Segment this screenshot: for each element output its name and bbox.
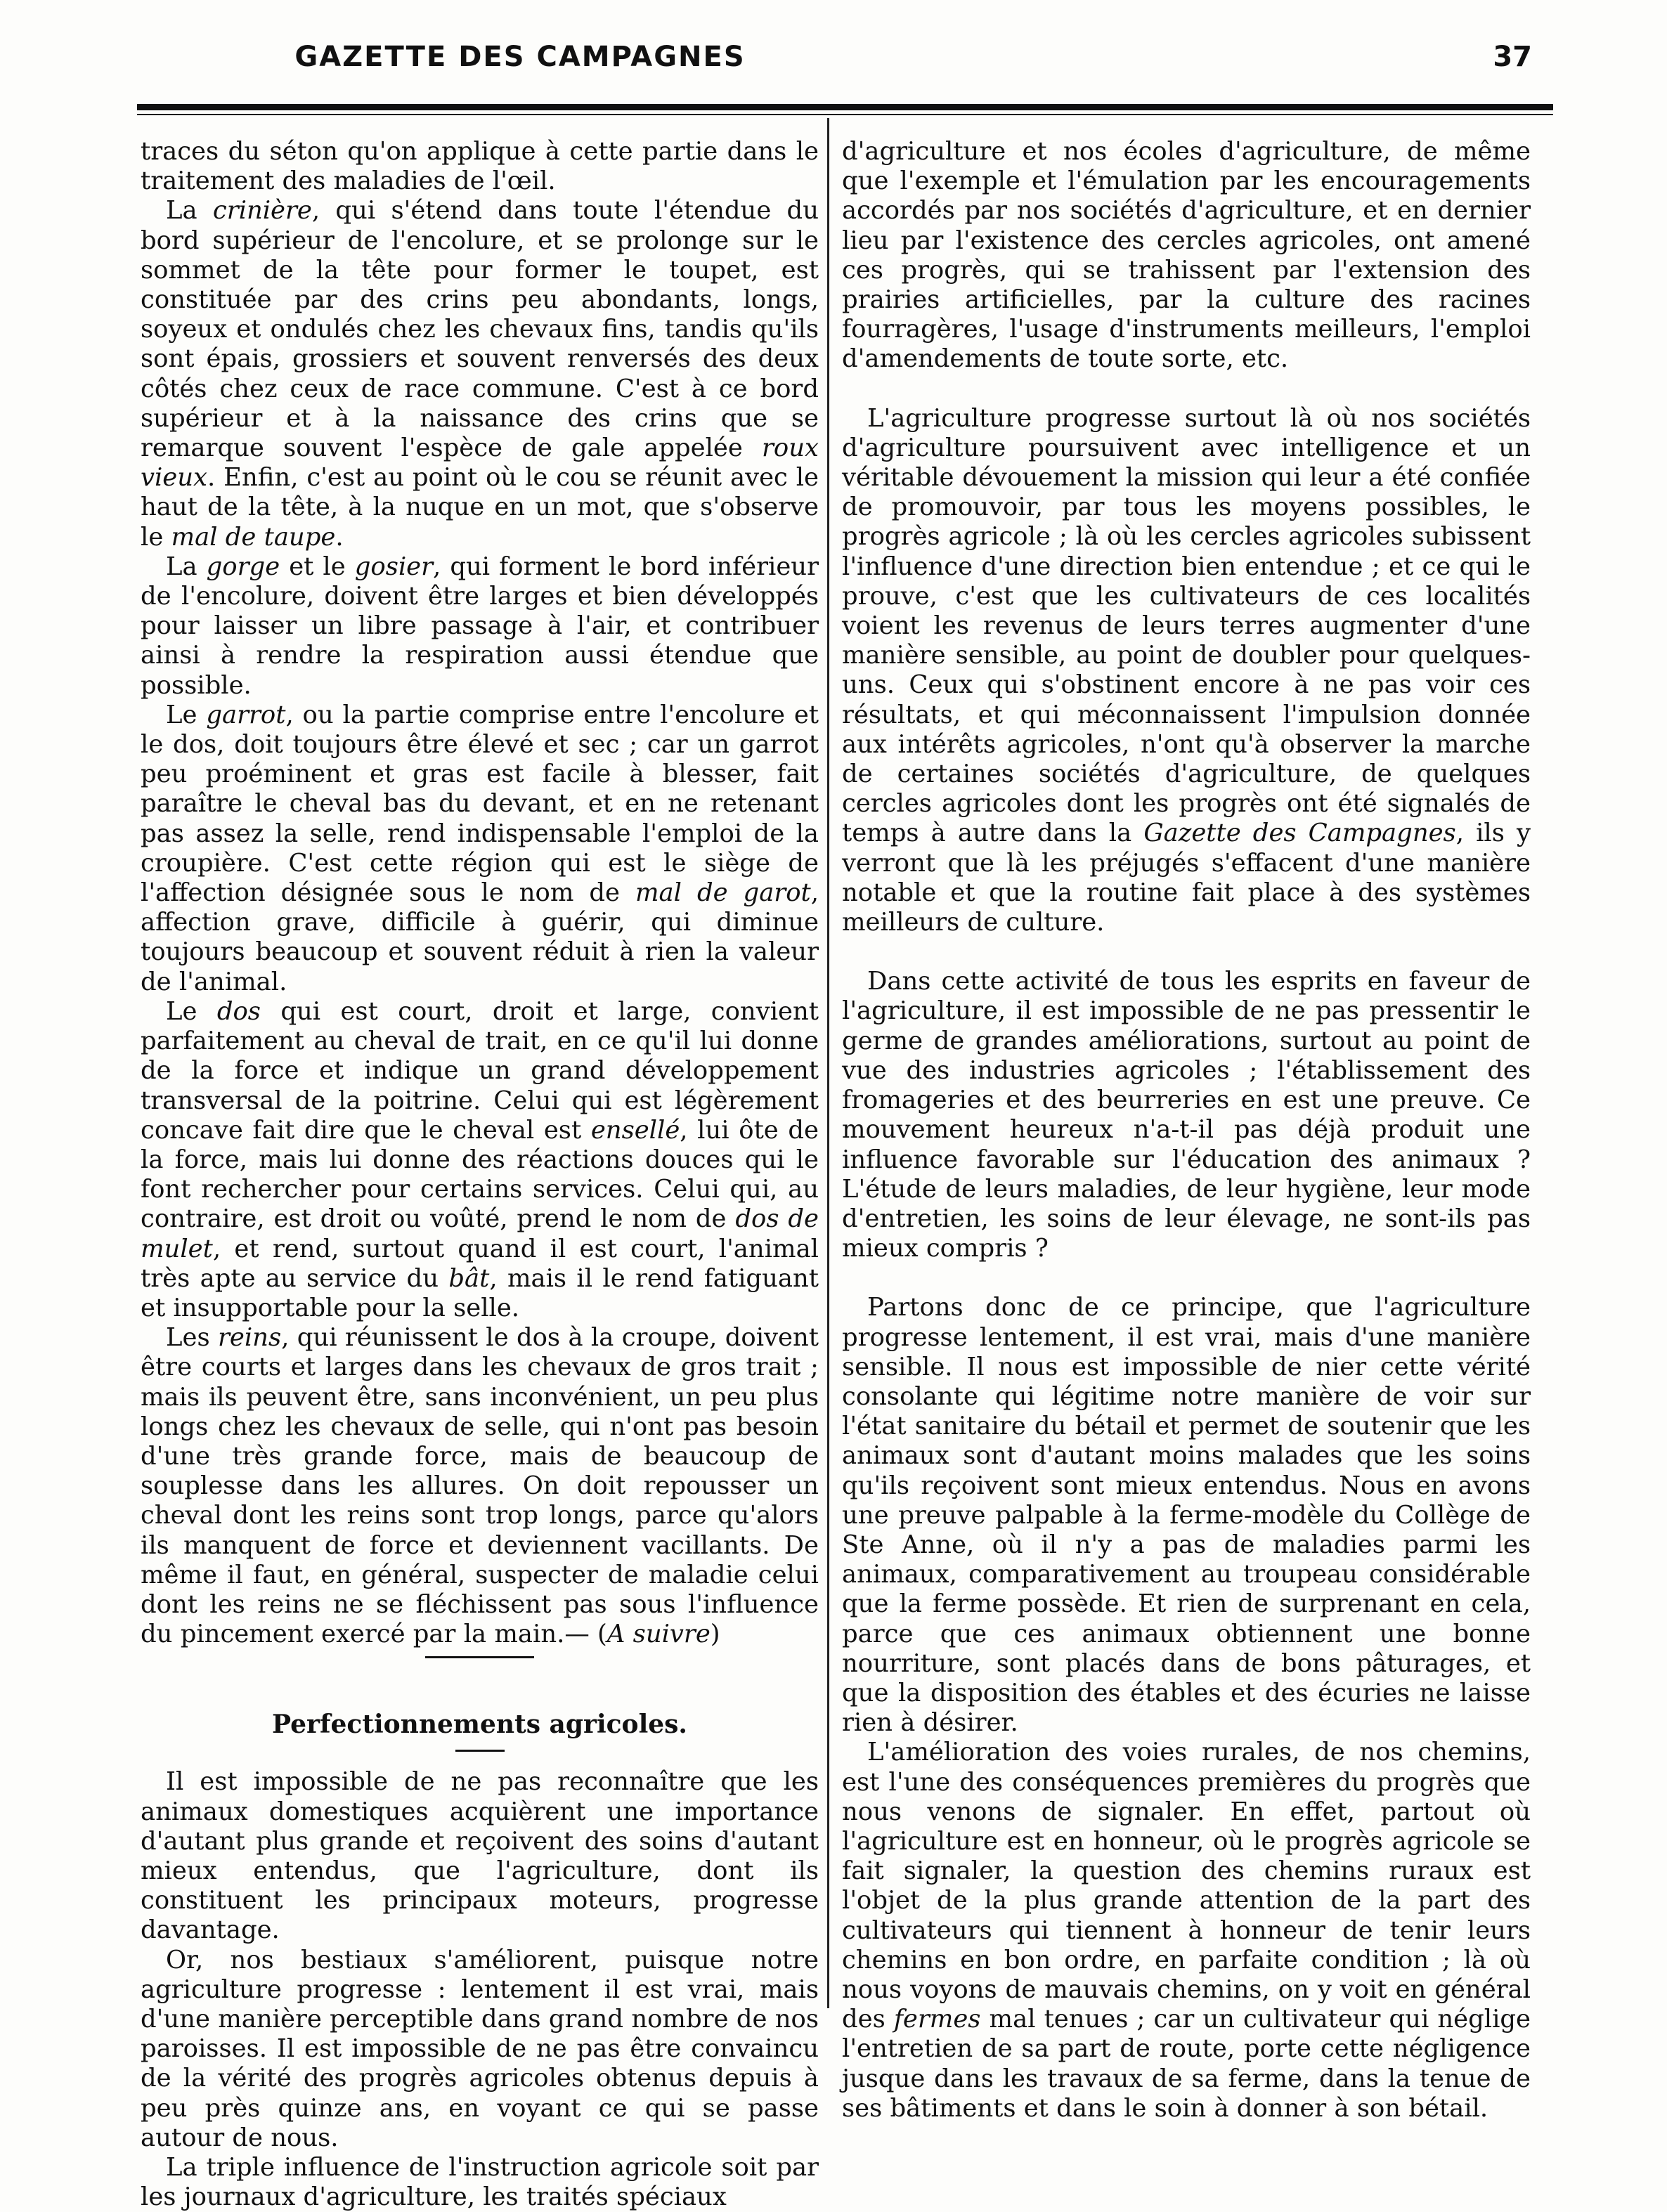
newspaper-title: GAZETTE DES CAMPAGNES	[294, 41, 746, 73]
header-rule-thin	[137, 114, 1553, 115]
paragraph-criniere: La crinière, qui s'étend dans toute l'étendue du bord supérieur de l'encolure, et se prolonge sur le sommet de la tête pour former le toupet, est constituée par des crins peu abondants, longs, soyeux et ondulés chez les chevaux fins, tandis qu'ils sont épais, grossiers et souvent renversés des deux côtés chez ceux de race commune. C'est à ce bord supérieur et à la naissance des crins que se remarque souvent l'espèce de gale appelée roux vieux. Enfin, c'est au point où le cou se réunit avec le haut de la tête, à la nuque en un mot, que s'observe le mal de taupe.	[141, 196, 819, 552]
column-divider	[827, 118, 829, 2008]
section-paragraph: Or, nos bestiaux s'améliorent, puisque notre agriculture progresse : lentement il est vrai, mais d'une manière perceptible dans grand nombre de nos paroisses. Il est impossible de ne pas être convaincu de la vérité des progrès agricoles obtenus depuis à peu près quinze ans, en voyant ce qui se passe autour de nous.	[141, 1945, 819, 2152]
paragraph-progress: L'agriculture progresse surtout là où nos sociétés d'agriculture poursuivent avec intelligence et un véritable dévouement la mission qui leur a été confiée de promouvoir, par tous les moyens possibles, le progrès agricole ; là où les cercles agricoles subissent l'influence d'une direction bien entendue ; et ce qui le prouve, c'est que les cultivateurs de ces localités voient les revenus de leurs terres augmenter d'une manière sensible, au point de doubler pour quelques-uns. Ceux qui s'obstinent encore à ne pas voir ces résultats, et qui méconnaissent l'impulsion donnée aux intérêts agricoles, n'ont qu'à observer la marche de certaines sociétés d'agriculture, de quelques cercles agricoles dont les progrès ont été signalés de temps à autre dans la Gazette des Campagnes, ils y verront que là les préjugés s'effacent d'une manière notable et que la routine fait place à des systèmes meilleurs de culture.	[842, 403, 1531, 937]
left-column	[141, 137, 819, 2212]
page-number: 37	[1493, 41, 1532, 73]
section-title-rule	[455, 1750, 505, 1752]
paragraph-dos: Le dos qui est court, droit et large, convient parfaitement au cheval de trait, en ce qu'il lui donne de la force et indique un grand développement transversal de la poitrine. Celui qui est légèrement concave fait dire que le cheval est ensellé, lui ôte de la force, mais lui donne des réactions douces qui le font rechercher pour certains services. Celui qui, au contraire, est droit ou voûté, prend le nom de dos de mulet, et rend, surtout quand il est court, l'animal très apte au service du bât, mais il le rend fatiguant et insupportable pour la selle.	[141, 996, 819, 1322]
right-column	[842, 137, 1531, 2123]
paragraph-principle: Partons donc de ce principe, que l'agriculture progresse lentement, il est vrai, mais d'une manière sensible. Il nous est impossible de nier cette vérité consolante qui légitime notre manière de voir sur l'état sanitaire du bétail et permet de soutenir que les animaux sont d'autant moins malades que les soins qu'ils reçoivent sont mieux entendus. Nous en avons une preuve palpable à la ferme-modèle du Collège de Ste Anne, où il n'y a pas de maladies parmi les animaux, comparativement au troupeau considérable que la ferme possède. Et rien de surprenant en cela, parce que ces animaux obtiennent une bonne nourriture, sont placés dans de bons pâturages, et que la disposition des étables et des écuries ne laisse rien à désirer.	[842, 1293, 1531, 1738]
paragraph-reins: Les reins, qui réunissent le dos à la croupe, doivent être courts et larges dans les chevaux de gros trait ; mais ils peuvent être, sans inconvénient, un peu plus longs chez les chevaux de selle, qui n'ont pas besoin d'une très grande force, mais de beaucoup de souplesse dans les allures. On doit repousser un cheval dont les reins sont trop longs, parce qu'alors ils manquent de force et deviennent vacillants. De même il faut, en général, suspecter de maladie celui dont les reins ne se fléchissent pas sous l'influence du pincement exercé par la main.— (A suivre)	[141, 1323, 819, 1649]
header-rule-thick	[137, 104, 1553, 110]
paragraph-seton: traces du séton qu'on applique à cette partie dans le traitement des maladies de l'œil.	[141, 137, 819, 196]
paragraph-garrot: Le garrot, ou la partie comprise entre l'encolure et le dos, doit toujours être élevé et sec ; car un garrot peu proéminent et gras est facile à blesser, fait paraître le cheval bas du devant, et en ne retenant pas assez la selle, rend indispensable l'emploi de la croupière. C'est cette région qui est le siège de l'affection désignée sous le nom de mal de garot, affection grave, difficile à guérir, qui diminue toujours beaucoup et souvent réduit à rien la valeur de l'animal.	[141, 700, 819, 996]
article-end-rule	[425, 1656, 534, 1658]
paragraph-gorge: La gorge et le gosier, qui forment le bord inférieur de l'encolure, doivent être larges et bien développés pour laisser un libre passage à l'air, et contribuer ainsi à rendre la respiration aussi étendue que possible.	[141, 552, 819, 700]
section-title: Perfectionnements agricoles.	[272, 1710, 687, 1740]
section-paragraph: Il est impossible de ne pas reconnaître que les animaux domestiques acquièrent une importance d'autant plus grande et reçoivent des soins d'autant mieux entendus, que l'agriculture, dont ils constituent les principaux moteurs, progresse davantage.	[141, 1767, 819, 1945]
paragraph-activity: Dans cette activité de tous les esprits en faveur de l'agriculture, il est impossible de ne pas pressentir le germe de grandes améliorations, surtout au point de vue des industries agricoles ; l'établissement des fromageries et des beurreries en est une preuve. Ce mouvement heureux n'a-t-il pas déjà produit une influence favorable sur l'éducation des animaux ? L'étude de leurs maladies, de leur hygiène, leur mode d'entretien, les soins de leur élevage, ne sont-ils pas mieux compris ?	[842, 967, 1531, 1263]
paragraph-continuation: d'agriculture et nos écoles d'agriculture, de même que l'exemple et l'émulation par les encouragements accordés par nos sociétés d'agriculture, et en dernier lieu par l'existence des cercles agricoles, ont amené ces progrès, qui se trahissent par l'extension des prairies artificielles, par la culture des racines fourragères, l'usage d'instruments meilleurs, l'emploi d'amendements de toute sorte, etc.	[842, 137, 1531, 374]
paragraph-roads: L'amélioration des voies rurales, de nos chemins, est l'une des conséquences premières du progrès que nous venons de signaler. En effet, partout où l'agriculture est en honneur, où le progrès agricole se fait signaler, la question des chemins ruraux est l'objet de la plus grande attention de la part des cultivateurs qui tiennent à honneur de tenir leurs chemins en bon ordre, en parfaite condition ; là où nous voyons de mauvais chemins, on y voit en général des fermes mal tenues ; car un cultivateur qui néglige l'entretien de sa part de route, porte cette négligence jusque dans les travaux de sa ferme, dans la tenue de ses bâtiments et dans le soin à donner à son bétail.	[842, 1738, 1531, 2123]
page-header	[0, 41, 1667, 83]
section-paragraph: La triple influence de l'instruction agricole soit par les journaux d'agriculture, les traités spéciaux	[141, 2153, 819, 2212]
